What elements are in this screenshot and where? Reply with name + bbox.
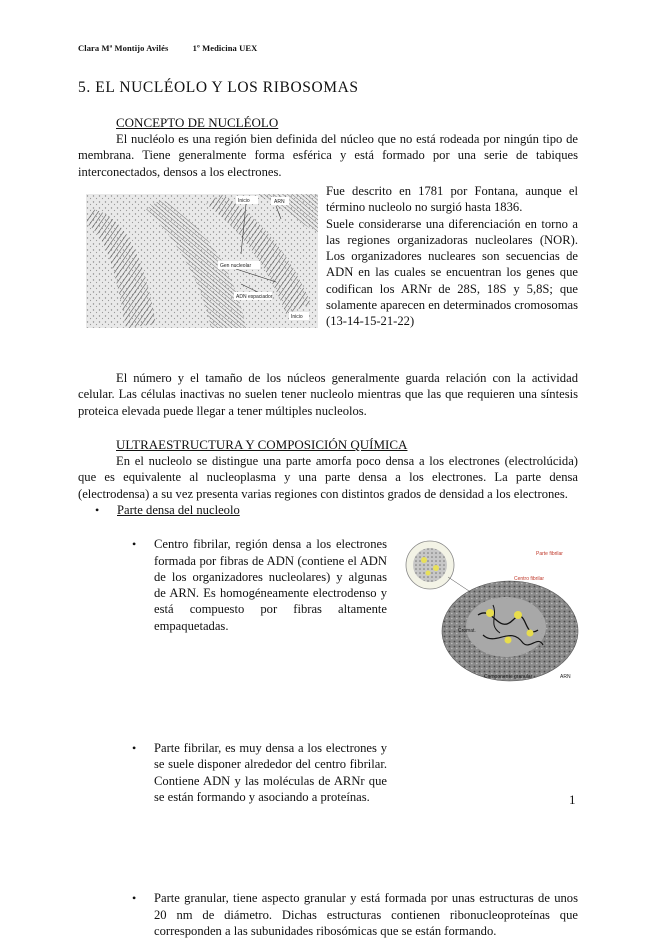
paragraph-fontana: Fue descrito en 1781 por Fontana, aunque el término nucleolo no surgió hasta 1836. xyxy=(326,184,578,215)
fig2-label-centro-fibrilar: Centro fibrilar xyxy=(514,576,545,582)
figure-nucleolus-ultrastructure xyxy=(398,535,580,685)
page-header xyxy=(78,43,257,53)
bullet-parte-densa-label: Parte densa del nucleolo xyxy=(117,503,240,517)
paragraph-text: El nucléolo es una región bien definida del núcleo que no está rodeada por ningún tipo de membrana. Tiene generalmente forma esférica y está formado por una serie de tabiques interconectados, densos a los electrones. xyxy=(78,132,578,179)
header-author: Clara Mª Montijo Avilés xyxy=(78,43,169,53)
fig2-label-parte-fibrilar: Parte fibrilar xyxy=(536,551,563,557)
paragraph-text: En el nucleolo se distingue una parte amorfa poco densa a los electrones (electrolúcida) que es equivalente al nucleoplasma y una parte densa a los electrones. La parte densa (electrodensa) a su vez presenta varias regiones con distintos grados de densidad a los electrones. xyxy=(78,454,578,501)
micrograph-nucleolar-genes xyxy=(86,194,318,328)
fig1-label-inicio-top: Inicio xyxy=(238,198,250,204)
bullet-parte-densa xyxy=(117,502,655,518)
header-course: 1º Medicina UEX xyxy=(192,43,258,53)
fig2-label-arn: ARN xyxy=(560,674,571,680)
paragraph-activity xyxy=(78,370,578,419)
figure-nucleolar-genes xyxy=(86,194,318,328)
illustration-nucleolus xyxy=(398,535,580,685)
subbullet-parte-granular xyxy=(154,890,578,939)
fig2-label-granular: Componente granular xyxy=(484,674,533,680)
subbullet-text: • Parte granular, tiene aspecto granular y está formada por unas estructuras de unos 20 nm de diámetro. Dichas estructuras contienen ribonucleoproteínas que corresponden a las subunidades ribosómicas que se están formando. xyxy=(154,891,578,938)
fig1-label-gen-nucleolar: Gen nucleolar xyxy=(220,263,252,269)
paragraph-right-column xyxy=(326,183,578,330)
paragraph-text: El número y el tamaño de los núcleos generalmente guarda relación con la actividad celular. Las células inactivas no suelen tener nucleolo mientras que las que requieren una síntesis proteica elevada puede llegar a tener múltiples nucleolos. xyxy=(78,371,578,418)
subbullet-centro-fibrilar xyxy=(154,536,387,634)
fig1-label-inicio-bottom: Inicio xyxy=(291,314,303,320)
page-title: 5. EL NUCLÉOLO Y LOS RIBOSOMAS xyxy=(78,79,359,96)
section-heading-concepto: CONCEPTO DE NUCLÉOLO xyxy=(116,115,279,130)
page-number: 1 xyxy=(569,792,576,807)
subbullet-parte-fibrilar xyxy=(154,740,387,805)
fig1-label-adn-espaciador: ADN espaciador xyxy=(236,294,273,300)
paragraph-ultraestructura-intro xyxy=(78,453,578,502)
paragraph-concepto-intro xyxy=(78,131,578,180)
paragraph-nor: Suele considerarse una diferenciación en torno a las regiones organizadoras nucleolares (NOR). Los organizadores nucleares son secuencias de ADN en las cuales se encuentran los genes que codifican los ARNr de 28S, 18S y 5,8S; que solamente aparecen en determinados cromosomas (13-14-15-21-22) xyxy=(326,216,578,329)
section-heading-ultraestructura: ULTRAESTRUCTURA Y COMPOSICIÓN QUÍMICA xyxy=(116,437,408,452)
fig1-label-arn: ARN xyxy=(274,199,285,205)
fig2-label-cromat: Cromat. xyxy=(458,628,476,634)
subbullet-text: • Parte fibrilar, es muy densa a los electrones y se suele disponer alrededor del centro fibrilar. Contiene ADN y las moléculas de ARNr que se están formando y asociando a proteínas. xyxy=(154,741,387,804)
subbullet-text: • Centro fibrilar, región densa a los electrones formada por fibras de ADN (contiene el ADN de los organizadores nucleolares) y algunas de ARN. Es homogéneamente electrodenso y está compuesto por fibras altamente empaquetadas. xyxy=(154,537,387,633)
